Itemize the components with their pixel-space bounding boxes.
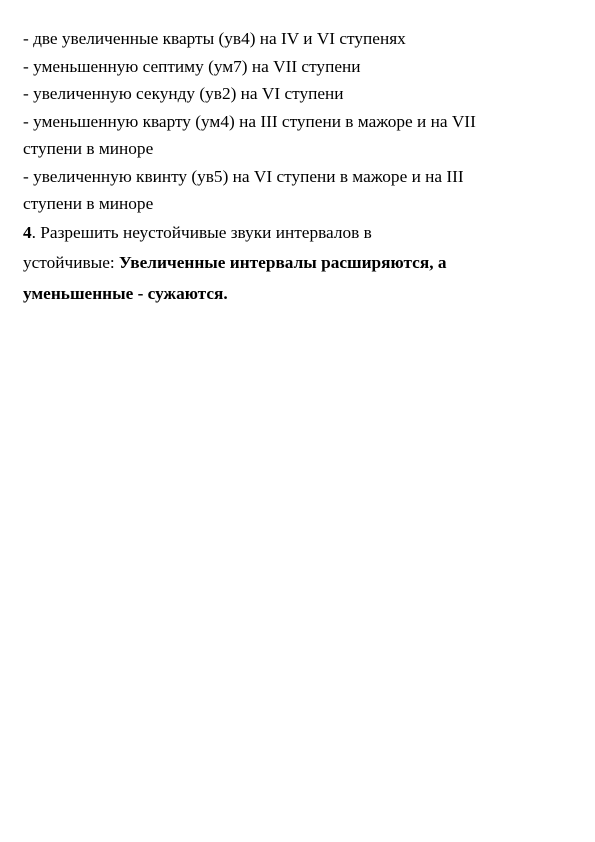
bullet-line-4: - уменьшенную кварту (ум4) на III ступени в мажоре и на VII bbox=[23, 111, 476, 131]
task-line-2 bbox=[23, 247, 563, 278]
bullet-line-3: - увеличенную секунду (ув2) на VI ступени bbox=[23, 84, 344, 103]
task-text-line1: . Разрешить неустойчивые звуки интервалов в bbox=[31, 222, 372, 242]
task-text-line2: устойчивые: bbox=[23, 252, 120, 272]
bullet-line-2: - уменьшенную септиму (ум7) на VII ступени bbox=[23, 56, 361, 76]
bullet-line-5-continuation: ступени в миноре bbox=[23, 194, 154, 213]
task-heading bbox=[23, 218, 563, 247]
bullet-line-1: - две увеличенные кварты (ув4) на IV и VI ступенях bbox=[23, 29, 406, 48]
bullet-line-5: - увеличенную квинту (ув5) на VI ступени в мажоре и на III bbox=[23, 166, 464, 186]
document-page bbox=[23, 25, 563, 309]
bullet-line-4-continuation: ступени в миноре bbox=[23, 139, 154, 158]
rule-part1: Увеличенные интервалы расширяются, а bbox=[119, 252, 447, 272]
task-number: 4 bbox=[23, 222, 32, 242]
rule-part2: уменьшенные - сужаются. bbox=[23, 283, 228, 303]
